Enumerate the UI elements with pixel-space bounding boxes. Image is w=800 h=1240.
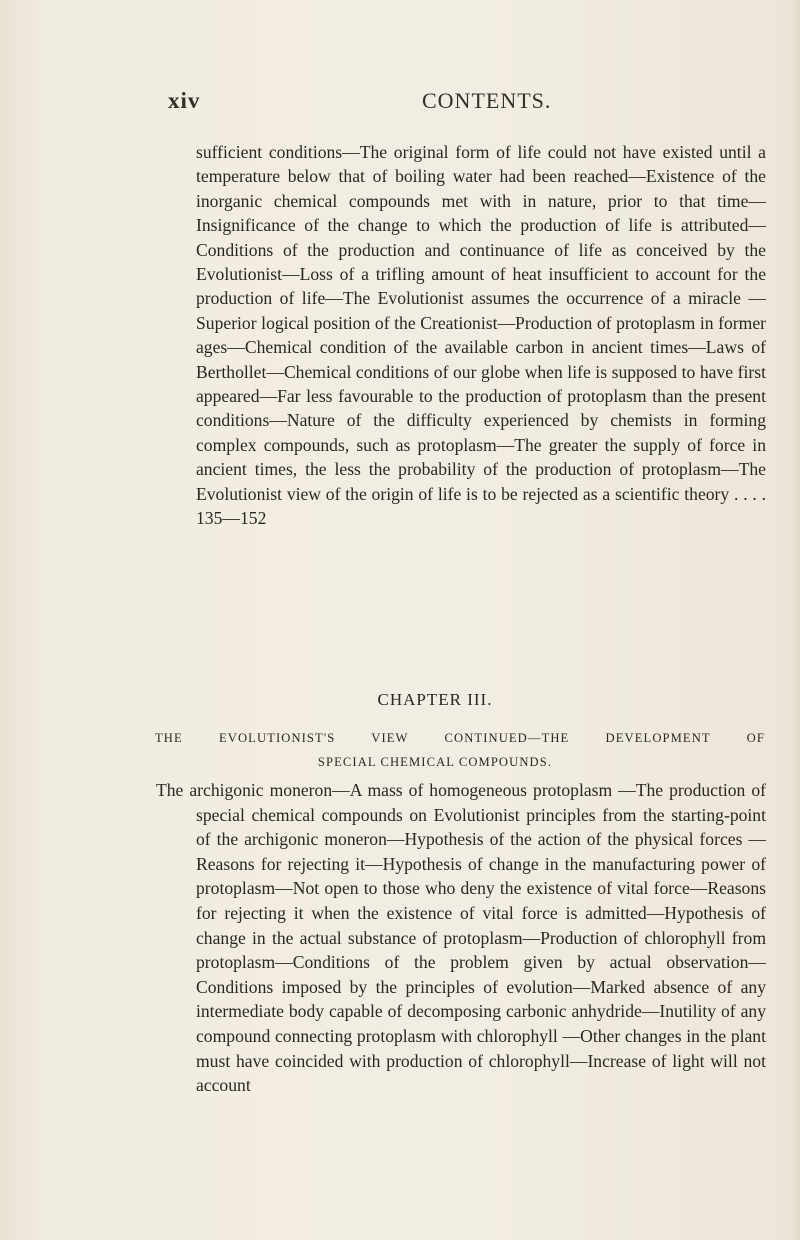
page-number: xiv [168, 88, 201, 113]
page-range: 135—152 [196, 508, 267, 529]
contents-entry-text: The archigonic moneron—A mass of homogeneous protoplasm —The production of special chemical compounds on Evolutionist principles from the starting-point of the archigonic moneron—Hypothesis of the action of the physical forces —Reasons for rejecting it—Hypothesis of change in the manufacturing power of protoplasm—Not open to those who deny the existence of vital force—Reasons for rejecting it when the existence of vital force is admitted—Hypothesis of change in the actual substance of protoplasm—Production of chlorophyll from protoplasm—Conditions of the problem given by actual observation—Conditions imposed by the principles of evolution—Marked absence of any intermediate body capable of decomposing carbonic anhydride—Inutility of any compound connecting protoplasm with chlorophyll —Other changes in the plant must have coincided with production of chlorophyll—Increase of light will not account [156, 780, 766, 1096]
running-head [0, 88, 800, 120]
contents-entry-chapter-3 [156, 778, 766, 1098]
running-title: CONTENTS. [422, 88, 552, 113]
chapter-heading: CHAPTER III. [377, 690, 493, 709]
chapter-subtitle-line-2: SPECIAL CHEMICAL COMPOUNDS. [317, 755, 553, 769]
contents-entry-chapter-2-continued [196, 140, 766, 531]
page-edge-shadow [790, 0, 800, 1240]
chapter-subtitle-line-1: THE EVOLUTIONIST'S VIEW CONTINUED—THE DEVELOPMENT OF [155, 731, 765, 745]
contents-entry-text: sufficient conditions—The original form of life could not have existed until a temperature below that of boiling water had been reached—Existence of the inorganic chemical compounds met with in nature, prior to that time—Insignificance of the change to which the production of life is attributed—Conditions of the production and continuance of life as conceived by the Evolutionist—Loss of a trifling amount of heat insufficient to account for the production of life—The Evolutionist assumes the occurrence of a miracle —Superior logical position of the Creationist—Production of protoplasm in former ages—Chemical condition of the available carbon in ancient times—Laws of Berthollet—Chemical conditions of our globe when life is supposed to have first appeared—Far less favourable to the production of protoplasm than the present conditions—Nature of the difficulty experienced by chemists in forming complex compounds, such as protoplasm—The greater the supply of force in ancient times, the less the probability of the production of protoplasm—The Evolutionist view of the origin of life is to be rejected as a scientific theory . . . . [196, 142, 766, 504]
